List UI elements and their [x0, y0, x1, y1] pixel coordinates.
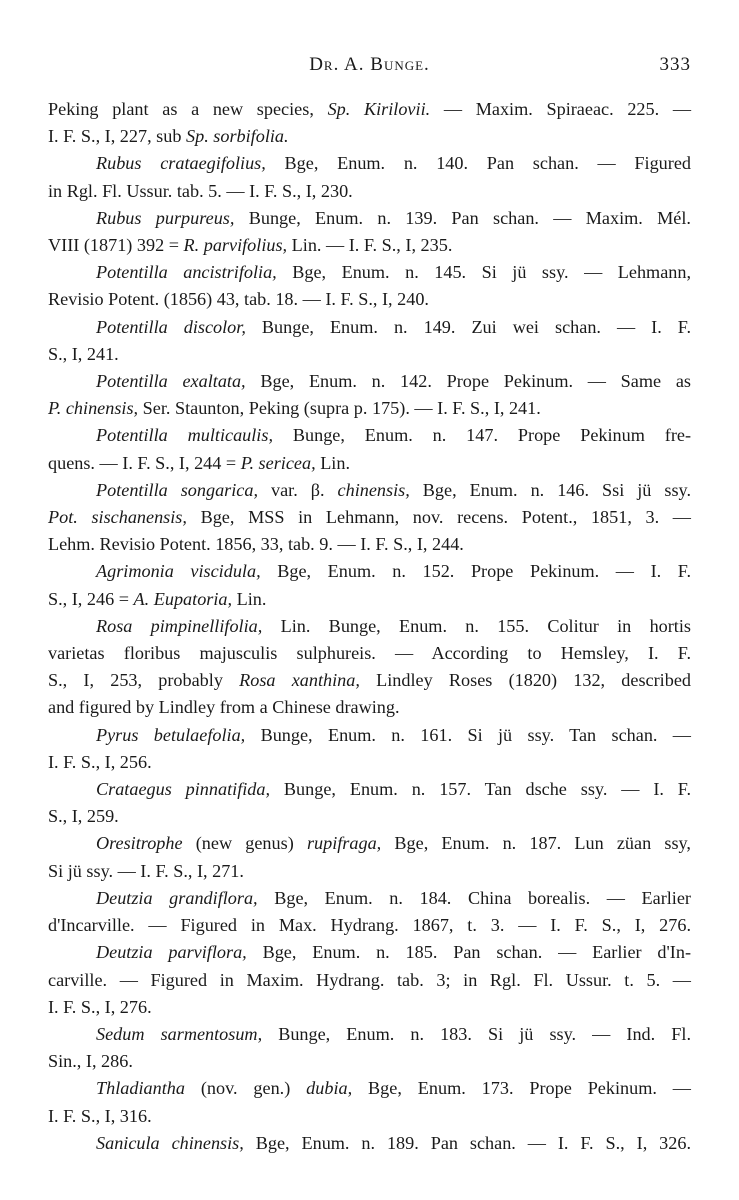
body-text	[48, 96, 691, 1157]
italic-name: Rubus purpureus,	[96, 207, 235, 228]
entry-first-line	[48, 368, 691, 395]
text-span: varietas floribus majusculis sulphureis. — According to Hemsley, I. F.	[48, 643, 691, 664]
text-line	[48, 912, 691, 939]
italic-name: Oresitrophe	[96, 833, 183, 854]
italic-name: Potentilla songarica,	[96, 479, 259, 500]
text-line	[48, 586, 691, 613]
text-line	[48, 967, 691, 994]
text-span: Bunge, Enum. n. 139. Pan schan. — Maxim. Mél.	[234, 207, 691, 228]
text-span: S., I, 246 =	[48, 588, 134, 609]
entry-first-line	[48, 477, 691, 504]
italic-name: Rosa pimpinellifolia,	[96, 615, 263, 636]
text-line	[48, 341, 691, 368]
text-line	[48, 395, 691, 422]
italic-name: Rubus crataegifolius,	[96, 153, 266, 174]
text-span: Bunge, Enum. n. 149. Zui wei schan. — I. F.	[245, 316, 691, 337]
text-span: Lehm. Revisio Potent. 1856, 33, tab. 9. — I. F. S., I, 244.	[48, 534, 464, 555]
text-span: — Maxim. Spiraeac. 225. —	[430, 99, 692, 119]
text-line	[48, 504, 691, 531]
text-span: in Rgl. Fl. Ussur. tab. 5. — I. F. S., I, 230.	[48, 180, 353, 201]
italic-name: chinensis,	[337, 479, 410, 500]
text-span: Sin., I, 286.	[48, 1051, 133, 1072]
text-span: I. F. S., I, 316.	[48, 1105, 152, 1126]
text-line	[48, 232, 691, 259]
italic-name: Potentilla multicaulis,	[96, 425, 273, 446]
italic-name: Sedum sarmentosum,	[96, 1023, 263, 1044]
text-span: Bge, Enum. n. 189. Pan schan. — I. F. S., I, 326.	[243, 1132, 691, 1153]
text-line	[48, 803, 691, 830]
text-span: Lin.	[232, 588, 267, 609]
text-span: Lin.	[315, 452, 350, 473]
entry-first-line	[48, 939, 691, 966]
italic-name: Rosa xanthina,	[239, 670, 360, 691]
running-head	[48, 54, 691, 82]
italic-name: P. chinensis,	[48, 398, 139, 419]
text-line	[48, 667, 691, 694]
text-span: Bunge, Enum. n. 161. Si jü ssy. Tan schan. —	[245, 724, 691, 745]
text-span: S., I, 253, probably	[48, 670, 240, 691]
text-span: d'Incarville. — Figured in Max. Hydrang. 1867, t. 3. — I. F. S., I, 276.	[48, 915, 691, 936]
text-span: Ser. Staunton, Peking (supra p. 175). — I. F. S., I, 241.	[138, 398, 541, 419]
page-number: 333	[659, 54, 691, 75]
entry-first-line	[48, 830, 691, 857]
italic-name: R. parvifolius,	[183, 235, 288, 256]
text-line	[48, 531, 691, 558]
italic-name: Sanicula chinensis,	[96, 1132, 244, 1153]
entry-first-line	[48, 885, 691, 912]
text-span: I. F. S., I, 227, sub	[48, 126, 186, 147]
text-span: (new genus)	[182, 833, 307, 854]
entry-first-line	[48, 259, 691, 286]
text-line	[48, 858, 691, 885]
text-span: Revisio Potent. (1856) 43, tab. 18. — I. F. S., I, 240.	[48, 289, 429, 310]
entry-first-line	[48, 776, 691, 803]
text-span: and figured by Lindley from a Chinese drawing.	[48, 697, 400, 718]
text-span: Bge, MSS in Lehmann, nov. recens. Potent., 1851, 3. —	[186, 507, 691, 528]
text-span: Si jü ssy. — I. F. S., I, 271.	[48, 860, 244, 881]
text-span: carville. — Figured in Maxim. Hydrang. tab. 3; in Rgl. Fl. Ussur. t. 5. —	[48, 969, 691, 990]
text-line	[48, 694, 691, 721]
text-span: quens. — I. F. S., I, 244 =	[48, 452, 241, 473]
entry-first-line	[48, 558, 691, 585]
text-span: Bge, Enum. n. 184. China borealis. — Earlier	[257, 887, 691, 908]
text-span: S., I, 241.	[48, 343, 119, 364]
text-span: S., I, 259.	[48, 806, 119, 827]
entry-first-line	[48, 1075, 691, 1102]
text-span: Bge, Enum. n. 152. Prope Pekinum. — I. F.	[260, 561, 691, 582]
entry-first-line	[48, 422, 691, 449]
italic-name: P. sericea,	[240, 452, 316, 473]
text-span: Lindley Roses (1820) 132, described	[359, 670, 691, 691]
entry-first-line	[48, 1130, 691, 1157]
text-line	[48, 640, 691, 667]
text-span: Lin. — I. F. S., I, 235.	[287, 235, 453, 256]
italic-name: Potentilla exaltata,	[96, 371, 246, 392]
text-line	[48, 1048, 691, 1075]
text-span: VIII (1871) 392 =	[48, 235, 184, 256]
text-span: I. F. S., I, 276.	[48, 996, 152, 1017]
text-span: Bunge, Enum. n. 157. Tan dsche ssy. — I. F.	[270, 779, 691, 800]
text-span: var. β.	[258, 479, 338, 500]
text-span: Bge, Enum. n. 146. Ssi jü ssy.	[409, 479, 691, 500]
text-line	[48, 450, 691, 477]
italic-name: Sp. sorbifolia.	[186, 126, 289, 147]
entry-first-line	[48, 613, 691, 640]
italic-name: rupifraga,	[306, 833, 382, 854]
text-span: Bge, Enum. n. 145. Si jü ssy. — Lehmann,	[276, 262, 691, 283]
text-line	[48, 994, 691, 1021]
running-title: Dr. A. Bunge.	[309, 54, 430, 75]
text-line	[48, 1103, 691, 1130]
italic-name: Thladiantha	[96, 1078, 185, 1099]
entry-first-line	[48, 722, 691, 749]
text-span: Bunge, Enum. n. 183. Si jü ssy. — Ind. Fl.	[262, 1023, 691, 1044]
text-span: Bge, Enum. n. 187. Lun züan ssy,	[381, 833, 691, 854]
italic-name: Crataegus pinnatifida,	[96, 779, 271, 800]
entry-first-line	[48, 314, 691, 341]
text-line	[48, 178, 691, 205]
text-line	[48, 749, 691, 776]
italic-name: dubia,	[306, 1078, 353, 1099]
entry-first-line	[48, 205, 691, 232]
text-span: (nov. gen.)	[184, 1078, 307, 1099]
italic-name: Sp. Kirilovii.	[327, 99, 431, 119]
italic-name: Deutzia parviflora,	[96, 942, 247, 963]
text-span: Bge, Enum. 173. Prope Pekinum. —	[352, 1078, 691, 1099]
italic-name: A. Eupatoria,	[133, 588, 233, 609]
text-span: I. F. S., I, 256.	[48, 751, 152, 772]
italic-name: Agrimonia viscidula,	[96, 561, 261, 582]
text-span: Bge, Enum. n. 185. Pan schan. — Earlier d'In-	[246, 942, 692, 963]
italic-name: Pyrus betulaefolia,	[96, 724, 246, 745]
text-span: Bge, Enum. n. 142. Prope Pekinum. — Same as	[245, 371, 691, 392]
text-span: Bunge, Enum. n. 147. Prope Pekinum fre-	[273, 425, 691, 446]
text-line	[48, 286, 691, 313]
italic-name: Potentilla ancistrifolia,	[96, 262, 277, 283]
italic-name: Deutzia grandiflora,	[96, 887, 258, 908]
entry-first-line	[48, 150, 691, 177]
entry-first-line	[48, 1021, 691, 1048]
italic-name: Potentilla discolor,	[96, 316, 246, 337]
text-span: Peking plant as a new species,	[48, 99, 328, 119]
text-line	[48, 123, 691, 150]
text-span: Bge, Enum. n. 140. Pan schan. — Figured	[265, 153, 691, 174]
italic-name: Pot. sischanensis,	[48, 507, 187, 528]
text-span: Lin. Bunge, Enum. n. 155. Colitur in hortis	[262, 615, 691, 636]
text-line	[48, 96, 691, 123]
